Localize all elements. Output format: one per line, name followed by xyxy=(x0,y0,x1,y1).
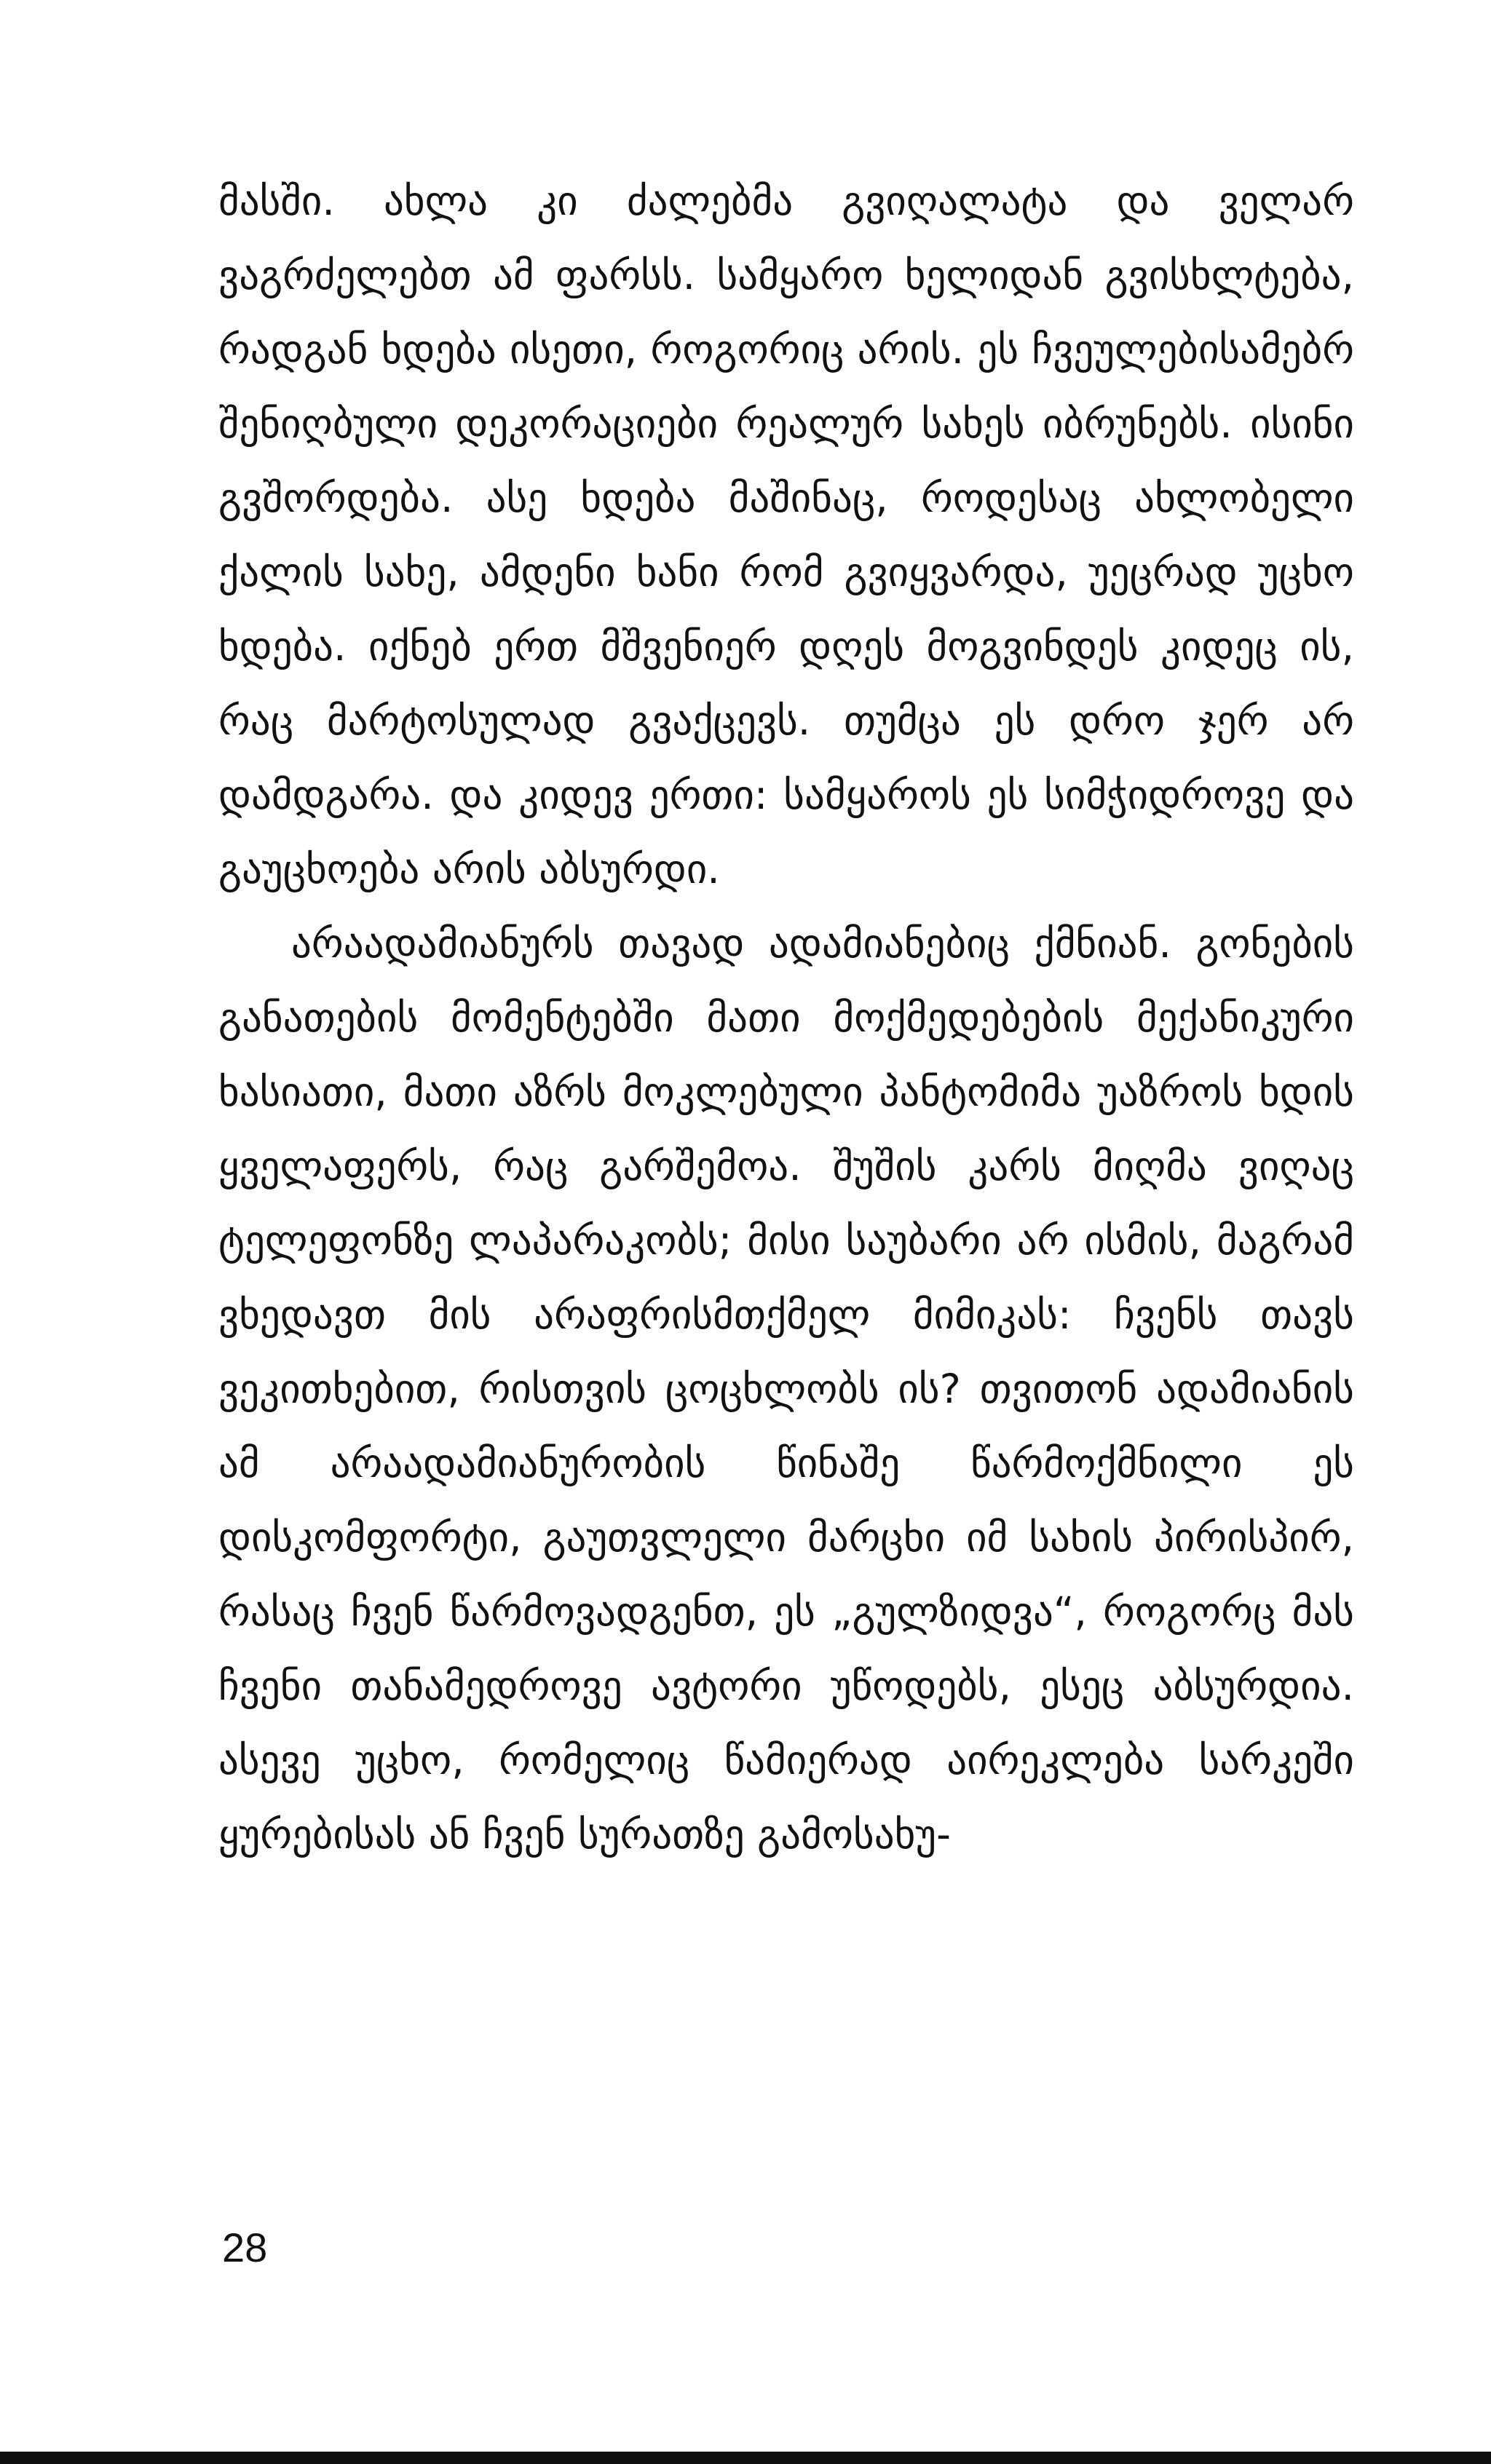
body-text xyxy=(218,164,1354,1871)
page-number: 28 xyxy=(222,2225,268,2270)
paragraph-1: მასში. ახლა კი ძალებმა გვიღალატა და ველარ ვაგრძელებთ ამ ფარსს. სამყარო ხელიდან გვისხლტება, რადგან ხდება ისეთი, როგორიც არის. ეს ჩვეულებისამებრ შენიღბული დეკორაციები რეალურ სახეს იბრუნებს. ისინი გვშორდება. ასე ხდება მაშინაც, როდესაც ახლობელი ქალის სახე, ამდენი ხანი რომ გვიყვარდა, უეცრად უცხო ხდება. იქნებ ერთ მშვენიერ დღეს მოგვინდეს კიდეც ის, რაც მარტოსულად გვაქცევს. თუმცა ეს დრო ჯერ არ დამდგარა. და კიდევ ერთი: სამყაროს ეს სიმჭიდროვე და გაუცხოება არის აბსურდი. xyxy=(218,178,1354,892)
paragraph-2: არაადამიანურს თავად ადამიანებიც ქმნიან. გონების განათების მომენტებში მათი მოქმედებების მექანიკური ხასიათი, მათი აზრს მოკლებული პანტომიმა უაზროს ხდის ყველაფერს, რაც გარშემოა. შუშის კარს მიღმა ვიღაც ტელეფონზე ლაპარაკობს; მისი საუბარი არ ისმის, მაგრამ ვხედავთ მის არაფრისმთქმელ მიმიკას: ჩვენს თავს ვეკითხებით, რისთვის ცოცხლობს ის? თვითონ ადამიანის ამ არაადამიანურობის წინაშე წარმოქმნილი ეს დისკომფორტი, გაუთვლელი მარცხი იმ სახის პირისპირ, რასაც ჩვენ წარმოვადგენთ, ეს „გულზიდვა“, როგორც მას ჩვენი თანამედროვე ავტორი უწოდებს, ესეც აბსურდია. ასევე უცხო, რომელიც წამიერად აირეკლება სარკეში ყურებისას ან ჩვენ სურათზე გამოსახუ- xyxy=(218,920,1354,1858)
bottom-edge-rule xyxy=(0,2452,1491,2464)
